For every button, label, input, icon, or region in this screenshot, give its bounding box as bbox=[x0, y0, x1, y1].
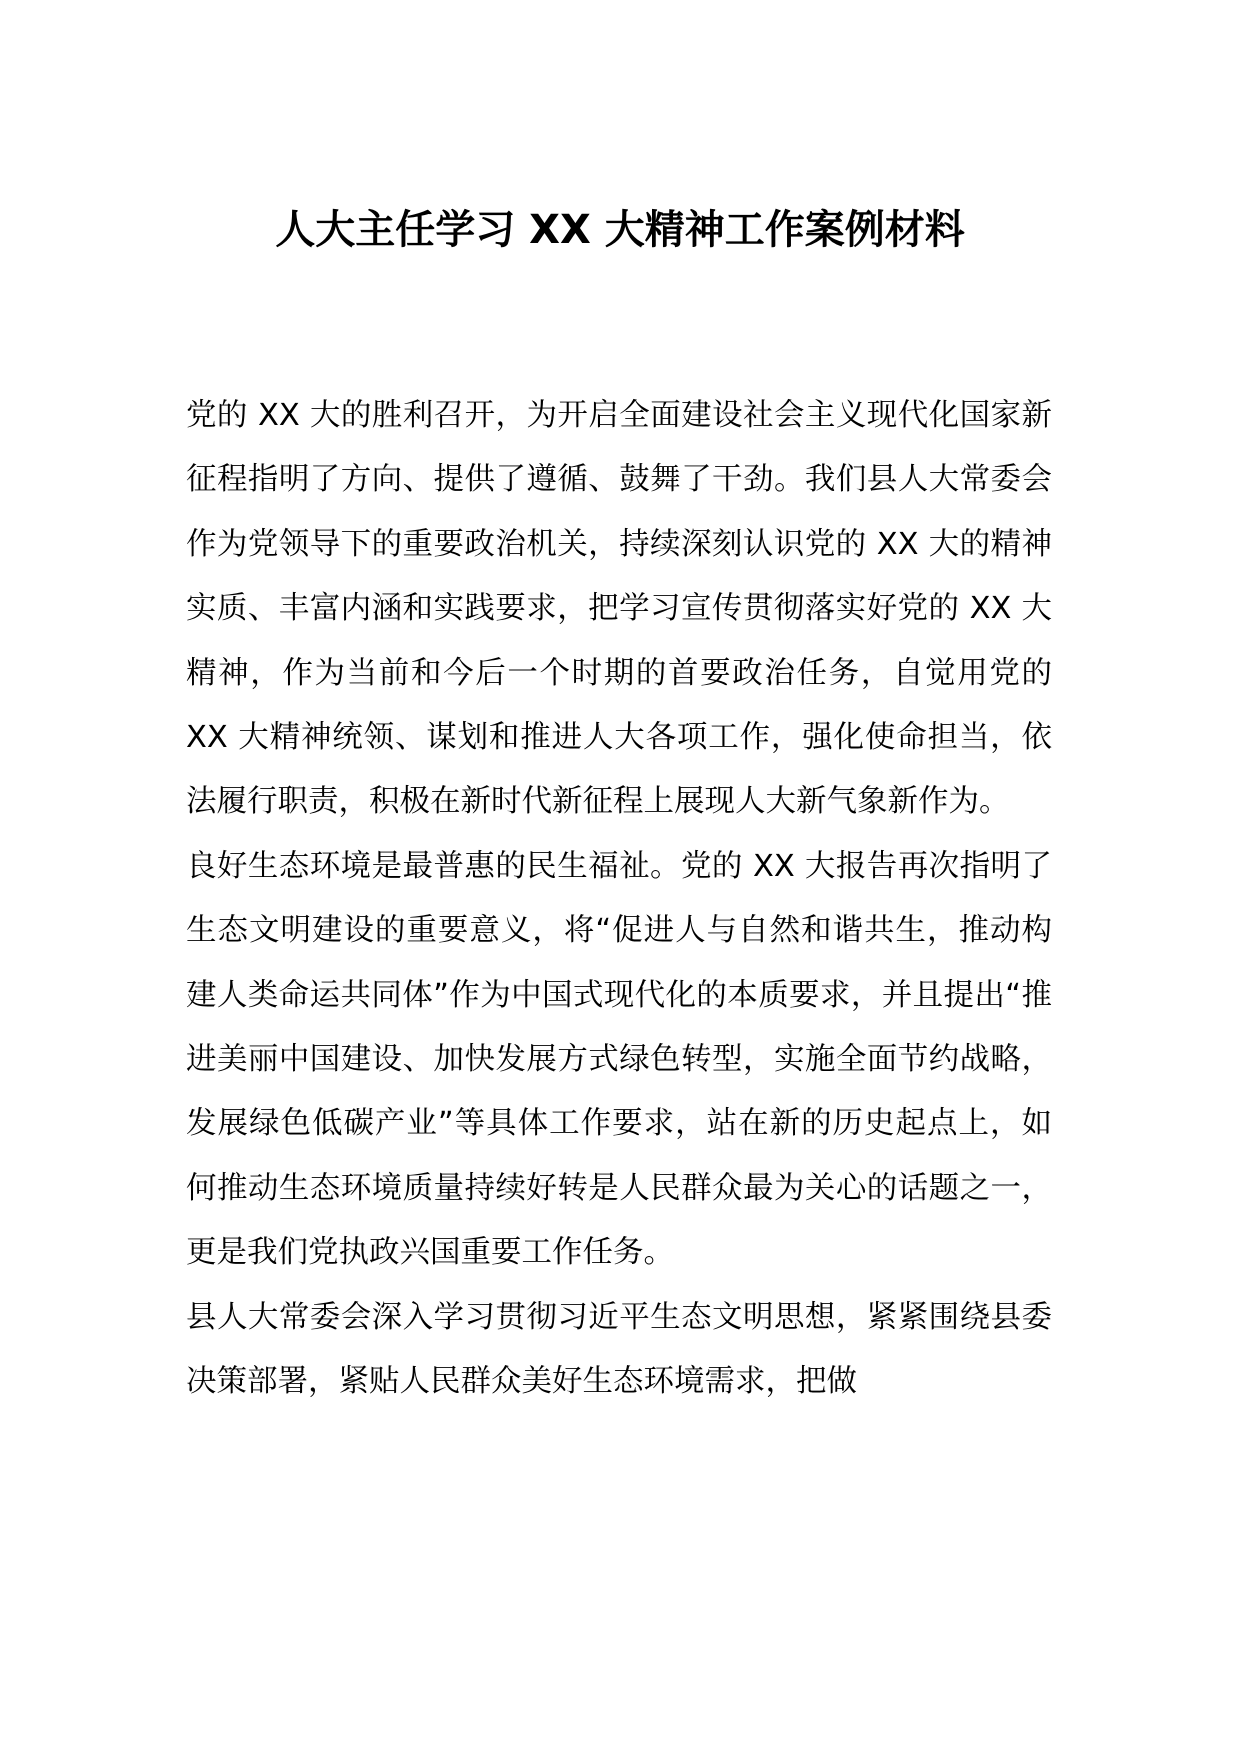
document-title: 人大主任学习 XX 大精神工作案例材料 bbox=[275, 207, 965, 253]
paragraph-3: 县人大常委会深入学习贯彻习近平生态文明思想，紧紧围绕县委决策部署，紧贴人民群众美好生态环境需求，把做 bbox=[186, 1299, 1052, 1400]
paragraph-1: 党的 XX 大的胜利召开，为开启全面建设社会主义现代化国家新征程指明了方向、提供了遵循、鼓舞了干劲。我们县人大常委会作为党领导下的重要政治机关，持续深刻认识党的 XX 大的精神实质、丰富内涵和实践要求，把学习宣传贯彻落实好党的 XX 大精神，作为当前和今后一个时期的首要政治任务，自觉用党的 XX 大精神统领、谋划和推进人大各项工作，强化使命担当，依法履行职责，积极在新时代新征程上展现人大新气象新作为。 bbox=[186, 398, 1052, 820]
document-body bbox=[186, 384, 1052, 1415]
paragraph-2: 良好生态环境是最普惠的民生福祉。党的 XX 大报告再次指明了生态文明建设的重要意义，将“促进人与自然和谐共生，推动构建人类命运共同体”作为中国式现代化的本质要求，并且提出“推进美丽中国建设、加快发展方式绿色转型，实施全面节约战略，发展绿色低碳产业”等具体工作要求，站在新的历史起点上，如何推动生态环境质量持续好转是人民群众最为关心的话题之一，更是我们党执政兴国重要工作任务。 bbox=[186, 848, 1052, 1271]
